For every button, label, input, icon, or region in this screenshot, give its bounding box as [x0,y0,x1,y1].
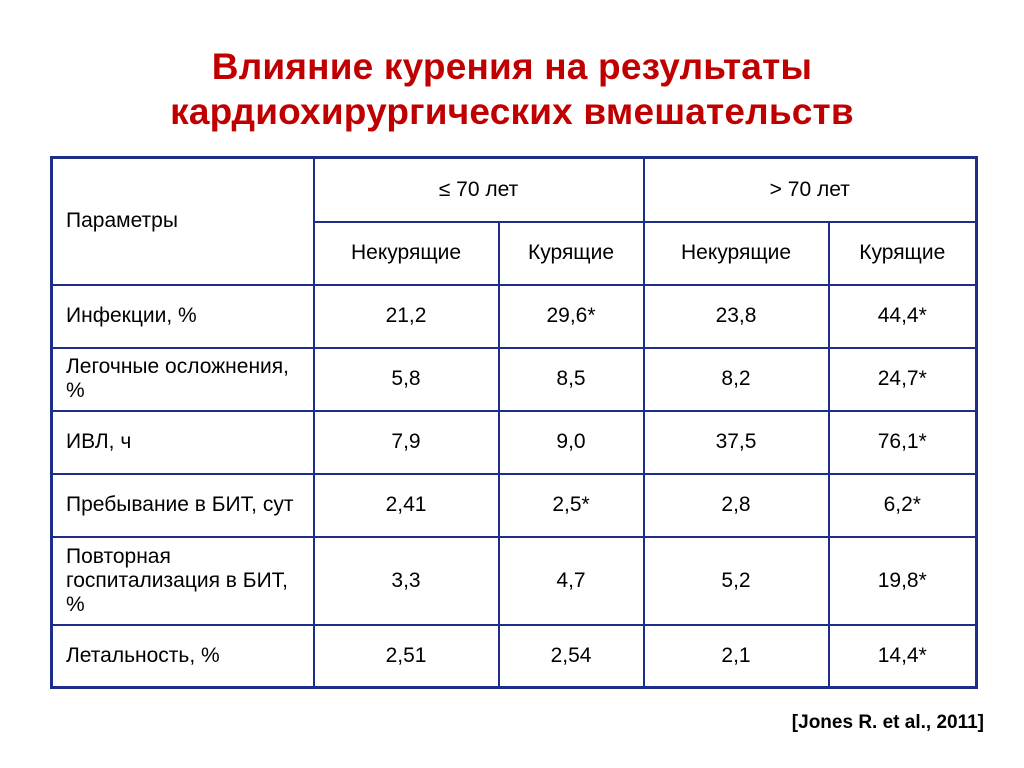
table-row [52,537,977,625]
citation: [Jones R. et al., 2011] [791,712,984,733]
header-nonsmokers-le70: Некурящие [314,222,499,285]
title-line-2: кардиохирургических вмешательств [170,91,854,132]
header-parameters: Параметры [52,158,314,285]
cell-value: 19,8* [829,537,977,625]
cell-value: 23,8 [644,285,829,348]
cell-value: 21,2 [314,285,499,348]
table-row [52,285,977,348]
header-group-le70: ≤ 70 лет [314,158,644,222]
cell-value: 7,9 [314,411,499,474]
cell-value: 9,0 [499,411,644,474]
table-row [52,474,977,537]
table-row [52,348,977,411]
cell-value: 6,2* [829,474,977,537]
row-label: Пребывание в БИТ, сут [52,474,314,537]
cell-value: 8,2 [644,348,829,411]
slide-title [0,44,1024,134]
cell-value: 4,7 [499,537,644,625]
cell-value: 5,8 [314,348,499,411]
cell-value: 24,7* [829,348,977,411]
cell-value: 8,5 [499,348,644,411]
cell-value: 37,5 [644,411,829,474]
cell-value: 29,6* [499,285,644,348]
cell-value: 14,4* [829,625,977,688]
row-label: ИВЛ, ч [52,411,314,474]
row-label: Повторная госпитализация в БИТ, % [52,537,314,625]
cell-value: 2,1 [644,625,829,688]
row-label: Летальность, % [52,625,314,688]
row-label: Легочные осложнения, % [52,348,314,411]
header-nonsmokers-gt70: Некурящие [644,222,829,285]
cell-value: 2,8 [644,474,829,537]
cell-value: 2,41 [314,474,499,537]
header-group-gt70: > 70 лет [644,158,977,222]
header-smokers-le70: Курящие [499,222,644,285]
title-line-1: Влияние курения на результаты [211,46,813,87]
table-row [52,625,977,688]
cell-value: 44,4* [829,285,977,348]
row-label: Инфекции, % [52,285,314,348]
cell-value: 2,54 [499,625,644,688]
cell-value: 76,1* [829,411,977,474]
results-table [50,156,978,689]
header-smokers-gt70: Курящие [829,222,977,285]
table-row [52,411,977,474]
cell-value: 2,5* [499,474,644,537]
cell-value: 5,2 [644,537,829,625]
cell-value: 3,3 [314,537,499,625]
cell-value: 2,51 [314,625,499,688]
